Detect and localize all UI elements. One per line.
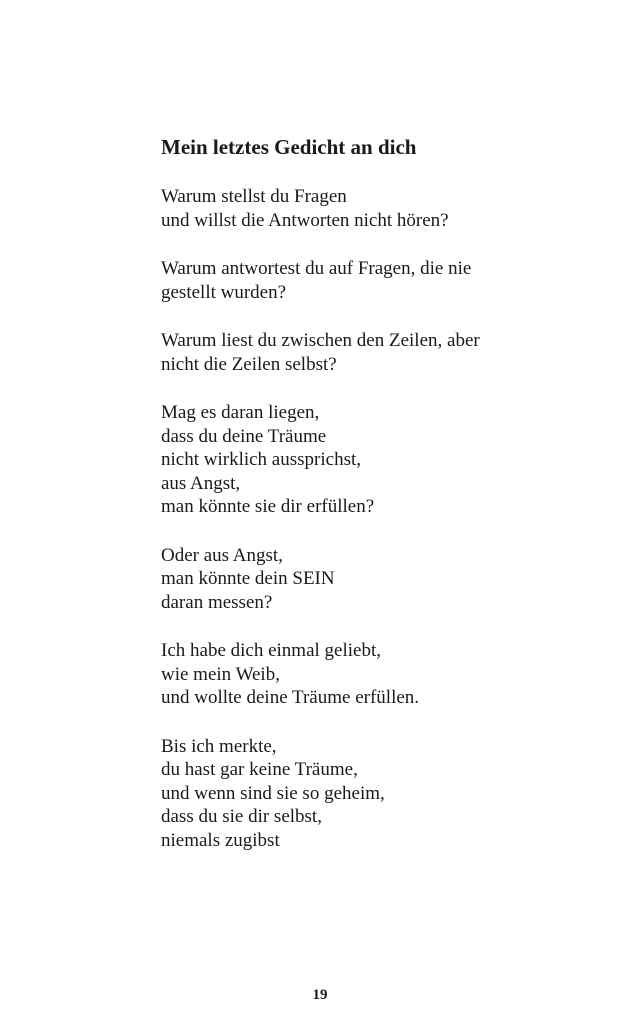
poem-line: Oder aus Angst, <box>161 544 283 566</box>
poem-line: Mag es daran liegen, <box>161 402 320 423</box>
poem-body <box>161 185 561 877</box>
poem-line: Bis ich merkte, <box>161 735 277 757</box>
poem-line: gestellt wurden? <box>161 281 287 303</box>
poem-line: aus Angst, <box>161 472 241 494</box>
poem-line: man könnte dein SEIN <box>161 568 335 589</box>
poem-line: man könnte sie dir erfüllen? <box>161 496 375 517</box>
stanza <box>161 639 561 710</box>
stanza <box>161 329 561 376</box>
poem-line: Ich habe dich einmal geliebt, <box>161 640 381 661</box>
poem-line: nicht die Zeilen selbst? <box>161 353 337 375</box>
poem-line: Warum stellst du Fragen <box>161 186 347 207</box>
page-number: 19 <box>312 987 328 1003</box>
stanza <box>161 735 561 853</box>
poem-line: daran messen? <box>161 591 273 613</box>
poem-line: nicht wirklich aussprichst, <box>161 449 361 470</box>
poem-line: dass du deine Träume <box>161 425 327 447</box>
poem-line: wie mein Weib, <box>161 663 280 685</box>
poem-line: und wollte deine Träume erfüllen. <box>161 687 420 708</box>
poem-line: Warum antwortest du auf Fragen, die nie <box>161 258 472 279</box>
poem-line: niemals zugibst <box>161 829 280 851</box>
stanza <box>161 185 561 232</box>
poem-line: Warum liest du zwischen den Zeilen, aber <box>161 330 480 351</box>
poem-line: dass du sie dir selbst, <box>161 806 322 827</box>
poem-line: und willst die Antworten nicht hören? <box>161 209 449 231</box>
poem-title: Mein letztes Gedicht an dich <box>161 135 417 159</box>
stanza <box>161 544 561 615</box>
stanza <box>161 257 561 304</box>
poem-line: und wenn sind sie so geheim, <box>161 782 385 804</box>
stanza <box>161 401 561 519</box>
poem-line: du hast gar keine Träume, <box>161 759 358 780</box>
